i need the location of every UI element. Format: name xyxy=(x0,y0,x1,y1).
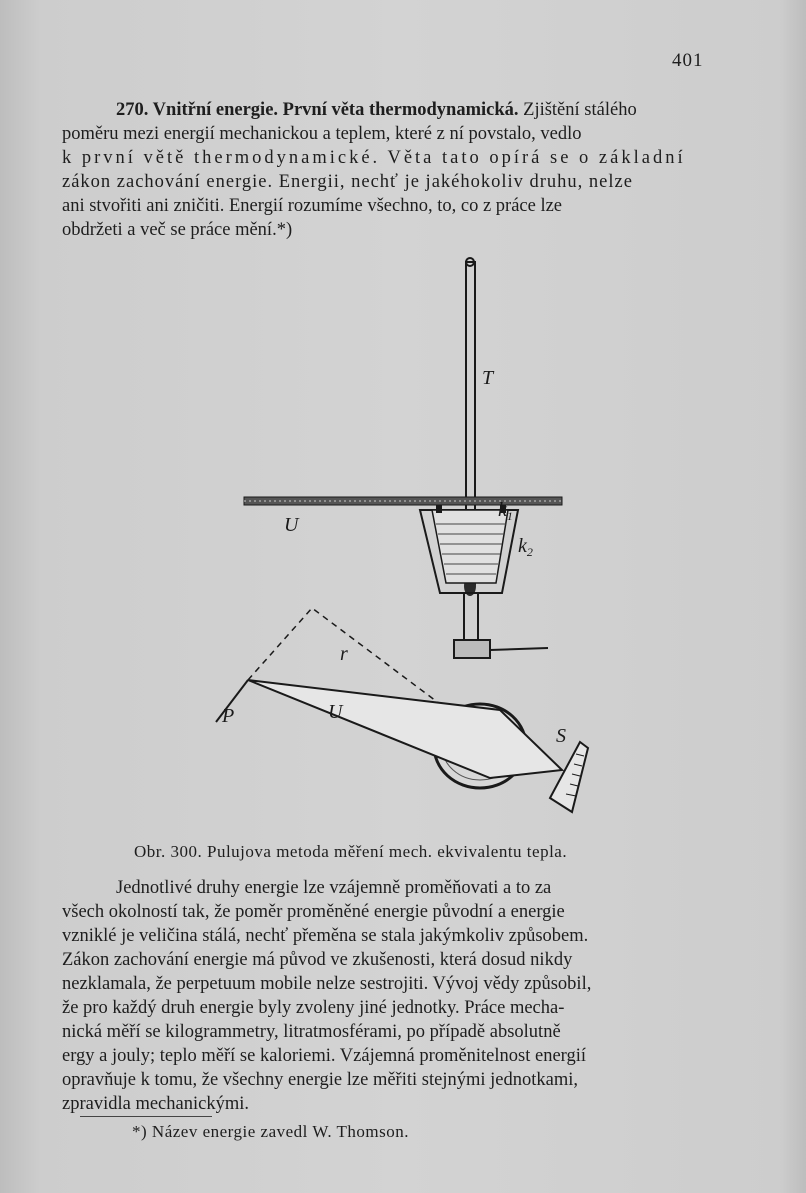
body-line: vzniklé je veličina stálá, nechť přeměna se stala jakýmkoliv způsobem. xyxy=(62,926,589,946)
section-line: k první větě thermodynamické. Věta tato opírá se o základní xyxy=(62,148,686,168)
label-r: r xyxy=(340,643,348,665)
section-paragraph xyxy=(62,98,728,242)
label-T: T xyxy=(482,367,494,389)
section-line: zákon zachování energie. Energii, nechť je jakéhokoliv druhu, nelze xyxy=(62,172,633,192)
figure-300 xyxy=(200,248,620,828)
section-line: poměru mezi energií mechanickou a teplem, které z ní povstalo, vedlo xyxy=(62,124,582,144)
body-line: opravňuje k tomu, že všechny energie lze měřiti stejnými jednotkami, xyxy=(62,1070,578,1090)
figure-caption: Obr. 300. Pulujova metoda měření mech. ekvivalentu tepla. xyxy=(134,842,568,861)
body-line: všech okolností tak, že poměr proměněné energie původní a energie xyxy=(62,902,565,922)
label-k2: $k_2$ xyxy=(518,535,533,559)
label-U-lever: U xyxy=(328,701,343,723)
puluj-apparatus-diagram xyxy=(200,248,620,828)
scale-S xyxy=(550,742,588,812)
section-first-line xyxy=(62,98,728,122)
pulley xyxy=(454,640,490,658)
section-line: ani stvořiti ani zničiti. Energií rozumíme všechno, to, co z práce lze xyxy=(62,196,563,216)
label-S: S xyxy=(556,725,566,747)
body-line: že pro každý druh energie byly zvoleny jiné jednotky. Práce mecha- xyxy=(62,998,565,1018)
body-line: nická měří se kilogrammetry, litratmosférami, po případě absolutně xyxy=(62,1022,561,1042)
label-U-plate: U xyxy=(284,514,299,536)
label-P: P xyxy=(222,705,235,727)
inner-cone-k1 xyxy=(432,510,508,583)
body-line: zpravidla mechanickými. xyxy=(62,1094,249,1114)
section-line: Zjištění stálého xyxy=(518,100,637,120)
body-line: ergy a jouly; teplo měří se kaloriemi. Vzájemná proměnitelnost energií xyxy=(62,1046,587,1066)
section-heading: 270. Vnitřní energie. První věta thermodynamická. xyxy=(116,100,519,120)
section-line: obdržeti a več se práce mění.*) xyxy=(62,220,293,240)
body-line: nezklamala, že perpetuum mobile nelze sestrojiti. Vývoj vědy způsobil, xyxy=(62,974,592,994)
footnote-rule xyxy=(80,1116,212,1117)
body-paragraph xyxy=(62,876,728,1116)
label-k1: $k_1$ xyxy=(498,499,513,523)
footnote: *) Název energie zavedl W. Thomson. xyxy=(132,1122,409,1141)
belt xyxy=(490,648,548,650)
body-line: Zákon zachování energie má původ ve zkušenosti, která dosud nikdy xyxy=(62,950,573,970)
lever-U xyxy=(248,680,562,778)
page-number: 401 xyxy=(672,50,704,71)
body-line: Jednotlivé druhy energie lze vzájemně proměňovati a to za xyxy=(116,878,552,898)
